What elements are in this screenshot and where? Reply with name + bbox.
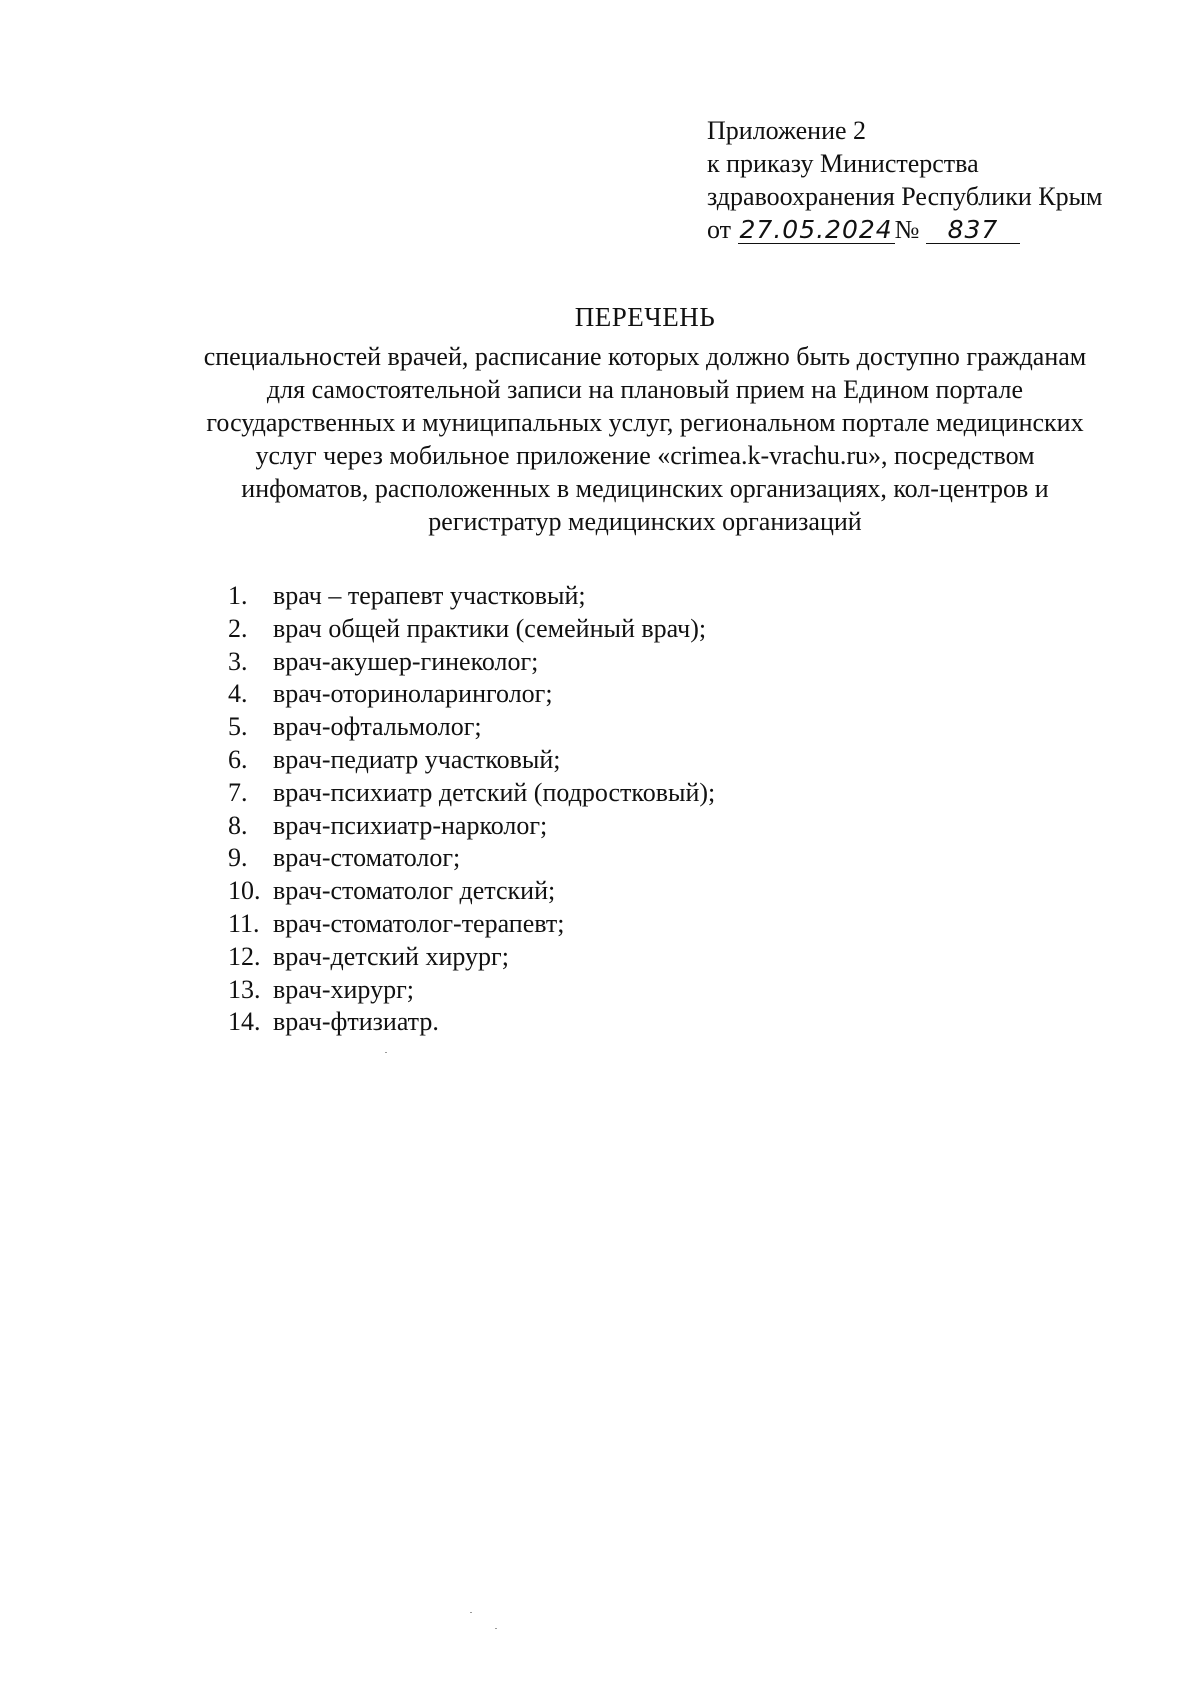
list-item [228, 908, 715, 941]
scan-speck [495, 1628, 497, 1629]
item-number: 11. [228, 908, 260, 938]
subtitle-line: услуг через мобильное приложение «crimea.k-vrachu.ru», посредством [255, 441, 1035, 470]
document-subtitle [130, 340, 1160, 538]
item-number: 8. [228, 810, 248, 840]
item-text: врач – терапевт участковый; [273, 581, 586, 610]
subtitle-line: инфоматов, расположенных в медицинских организациях, кол-центров и [241, 474, 1049, 503]
item-text: врач-психиатр-нарколог; [273, 810, 548, 840]
handwritten-order-number: 837 [926, 217, 1020, 244]
list-item [228, 810, 715, 843]
annex-title: Приложение 2 [707, 116, 867, 145]
item-text: врач-оториноларинголог; [273, 679, 553, 709]
number-sign: № [894, 215, 920, 244]
list-item [228, 744, 715, 777]
annex-date-number-line [707, 213, 1103, 246]
list-item [228, 613, 715, 646]
specialty-list [228, 580, 715, 1039]
annex-ministry: здравоохранения Республики Крым [707, 182, 1103, 211]
list-item [228, 1006, 715, 1039]
item-text: врач-стоматолог-терапевт; [273, 908, 565, 938]
heading-block [130, 300, 1160, 538]
item-number: 5. [228, 712, 248, 742]
item-text: врач-детский хирург; [273, 941, 509, 971]
item-number: 3. [228, 646, 248, 676]
item-number: 6. [228, 744, 248, 774]
item-number: 2. [228, 613, 248, 643]
item-text: врач-акушер-гинеколог; [273, 646, 539, 676]
item-number: 12. [228, 941, 261, 971]
list-item [228, 646, 715, 679]
item-number: 10. [228, 876, 261, 906]
list-item [228, 777, 715, 810]
item-text: врач-психиатр детский (подростковый); [273, 777, 716, 807]
annex-block [707, 114, 1103, 246]
date-prefix: от [707, 215, 732, 244]
list-item [228, 678, 715, 711]
scan-speck [470, 1612, 472, 1613]
document-title: ПЕРЕЧЕНЬ [574, 302, 716, 332]
item-text: врач-фтизиатр. [273, 1007, 439, 1037]
item-text: врач-педиатр участковый; [273, 744, 561, 774]
item-number: 4. [228, 679, 248, 709]
item-number: 9. [228, 843, 248, 873]
handwritten-date: 27.05.2024 [739, 215, 893, 244]
list-item [228, 875, 715, 908]
subtitle-line: специальностей врачей, расписание которых должно быть доступно гражданам [203, 342, 1087, 371]
subtitle-line: для самостоятельной записи на плановый прием на Едином портале [266, 375, 1024, 404]
item-text: врач общей практики (семейный врач); [273, 613, 707, 643]
list-item [228, 974, 715, 1007]
list-item [228, 842, 715, 875]
subtitle-line: государственных и муниципальных услуг, региональном портале медицинских [206, 408, 1084, 437]
item-text: врач-стоматолог; [273, 843, 461, 873]
list-item [228, 941, 715, 974]
item-text: врач-офтальмолог; [273, 712, 482, 742]
list-item [228, 580, 715, 613]
item-text: врач-хирург; [273, 974, 414, 1004]
item-number: 14. [228, 1007, 261, 1037]
item-number: 1. [228, 581, 248, 610]
item-text: врач-стоматолог детский; [273, 876, 556, 906]
annex-order-ref: к приказу Министерства [707, 149, 979, 178]
scan-speck [385, 1052, 387, 1053]
item-number: 13. [228, 974, 261, 1004]
subtitle-line: регистратур медицинских организаций [428, 507, 862, 536]
item-number: 7. [228, 777, 248, 807]
list-item [228, 711, 715, 744]
